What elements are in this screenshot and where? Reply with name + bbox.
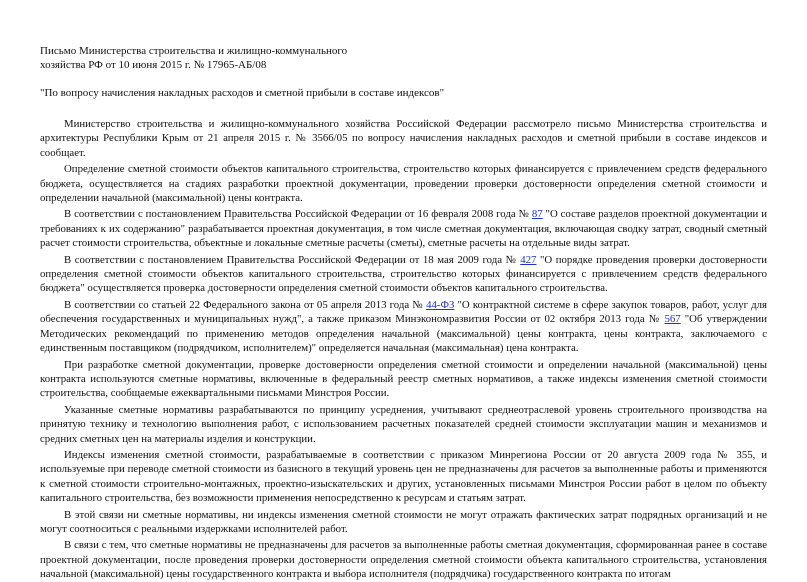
link-resolution-87[interactable]: 87 (531, 208, 543, 221)
document-subject: "По вопросу начисления накладных расходов и сметной прибыли в составе индексов" (40, 87, 445, 99)
title-line-2: хозяйства РФ от 10 июня 2015 г. № 17965-АБ/08 (40, 59, 267, 71)
paragraph-7: Указанные сметные нормативы разрабатываются по принципу усреднения, учитывают среднеотраслевой уровень строительного производства на принятую технику и технологию выполнения работ, с использованием расчетных показателей средней стоимости эксплуатации машин и механизмов и средних сметных цен на материалы изделия и конструкции. (40, 403, 767, 445)
paragraph-3-text-a: В соответствии с постановлением Правительства Российской Федерации от 16 февраля 2008 года № (64, 208, 532, 221)
paragraph-4 (40, 253, 767, 296)
paragraph-6: При разработке сметной документации, проверке достоверности определения сметной стоимости и определении начальной (максимальной) цены контракта используются сметные нормативы, включенные в федеральный реестр сметных нормативов, а также индексы изменения сметной стоимости строительства, сообщаемые ежеквартальными письмами Минстроя России. (40, 358, 767, 400)
link-order-567[interactable]: 567 (664, 313, 681, 326)
title-line-1: Письмо Министерства строительства и жилищно-коммунального (40, 45, 348, 57)
paragraph-4-text-b: "О порядке проведения проверки достоверности определения сметной стоимости объектов капитального строительства, строительство которых финансируется с привлечением средств федерального бюджета" осуществляется проверка достоверности определения сметной стоимости объектов капитального строительства. (40, 253, 767, 295)
paragraph-5 (40, 298, 767, 356)
paragraph-2: Определение сметной стоимости объектов капитального строительства, строительство которых финансируется с привлечением средств федерального бюджета, осуществляется на стадиях разработки проектной документации, проведении проверки достоверности определения сметной стоимости и определении начальной (максимальной) цены контракта. (40, 163, 767, 205)
paragraph-4-text-a: В соответствии с постановлением Правительства Российской Федерации от 18 мая 2009 года № (64, 253, 521, 266)
paragraph-5-text-a: В соответствии со статьей 22 Федерального закона от 05 апреля 2013 года № (64, 298, 427, 311)
link-resolution-427[interactable]: 427 (520, 253, 537, 266)
link-law-44-fz[interactable]: 44-ФЗ (426, 298, 455, 311)
paragraph-8: Индексы изменения сметной стоимости, разрабатываемые в соответствии с приказом Минрегиона России от 20 августа 2009 года № 355, и используемые при переводе сметной стоимости из базисного в текущий уровень цен не предназначены для расчетов за выполненные работы и применяются к сметной стоимости строительно-монтажных, проектно-изыскательских и других, установленных письмами Минстроя России работ в целом по объекту капитального строительства, без возможности применения непосредственно к ресурсам и статьям затрат. (40, 448, 767, 505)
paragraph-1: Министерство строительства и жилищно-коммунального хозяйства Российской Федерации рассмотрело письмо Министерства строительства и архитектуры Республики Крым от 21 апреля 2015 г. № 3566/05 по вопросу начисления накладных расходов и сметной прибыли в составе индексов и сообщает. (40, 118, 767, 159)
document-title (40, 44, 767, 72)
paragraph-5-text-c: "Об утверждении Методических рекомендаций по применению методов определения начальной (максимальной) цены контракта, цены контракта, заключаемого с единственным поставщиком (подрядчиком, исполнителем)" определяется начальная (максимальная) цена контракта. (40, 313, 767, 355)
paragraph-9: В этой связи ни сметные нормативы, ни индексы изменения сметной стоимости не могут отражать фактических затрат подрядных организаций и не могут соотноситься с реальными издержками исполнителей работ. (40, 508, 767, 535)
paragraph-10: В связи с тем, что сметные нормативы не предназначены для расчетов за выполненные работы сметная документация, сформированная ранее в составе проектной документации, после проведения проверки достоверности определения сметной стоимости объекта капитального строительства, установления начальной (максимальной) цены государственного контракта и выбора исполнителя (подрядчика) государственного контракта по итогам (40, 539, 767, 581)
paragraph-5-text-b: "О контрактной системе в сфере закупок товаров, работ, услуг для обеспечения государственных и муниципальных нужд", а также приказом Минэкономразвития России от 02 октября 2013 года № (40, 298, 767, 326)
paragraph-3 (40, 207, 767, 250)
paragraph-3-text-b: "О составе разделов проектной документации и требованиях к их содержанию" разрабатывается проектная документация, в том числе сметная документация, включающая сводку затрат, сводный сметный расчет стоимости строительства, объектные и локальные сметные расчеты (сметы), сметные расчеты на отдельные виды затрат. (40, 208, 767, 250)
